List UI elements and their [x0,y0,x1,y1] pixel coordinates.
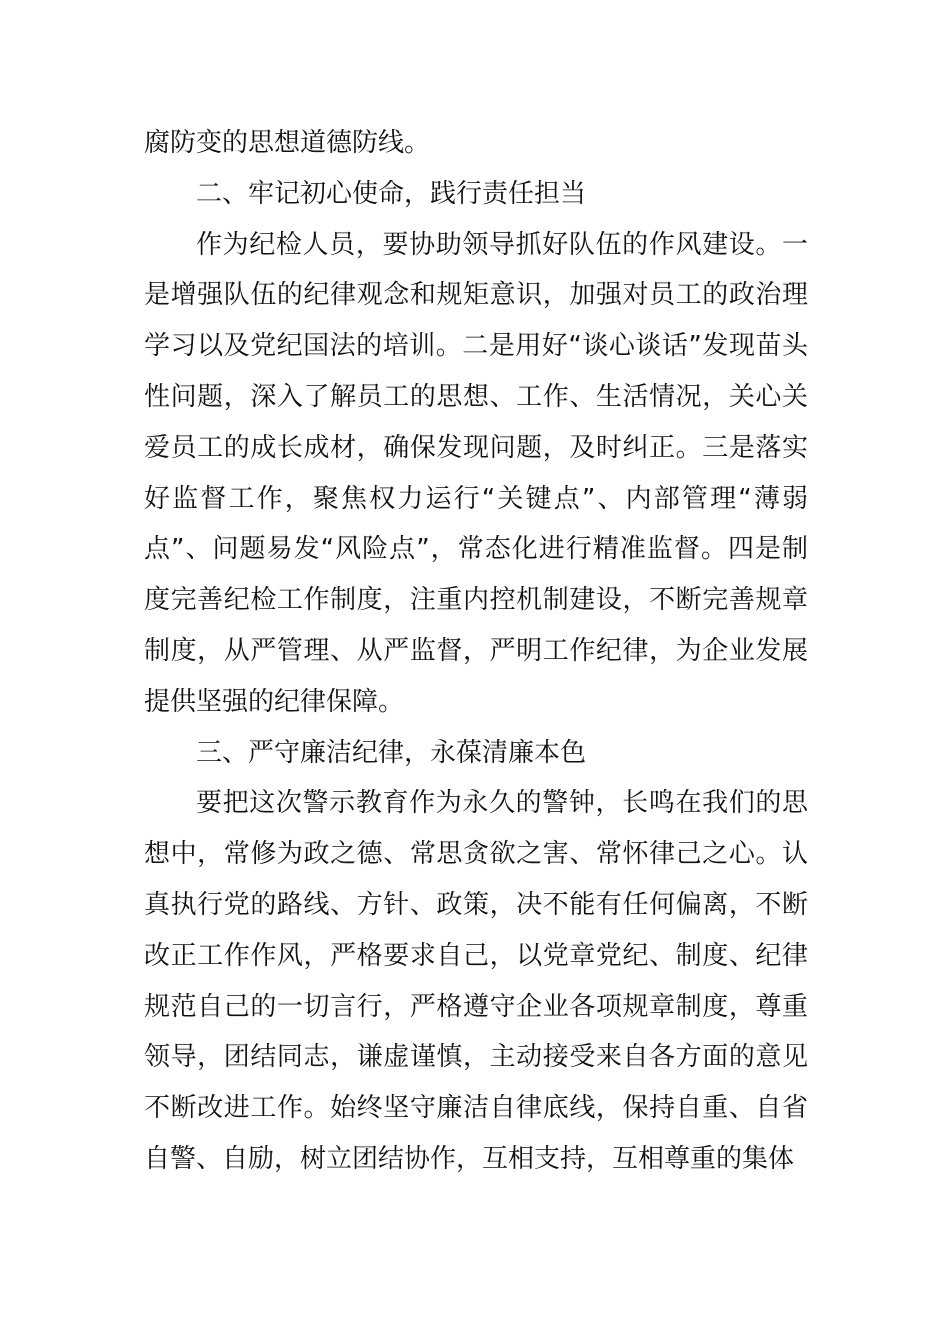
document-body [144,118,808,1185]
paragraph-continuation: 腐防变的思想道德防线。 [144,128,431,158]
section-heading-3: 三、严守廉洁纪律，永葆清廉本色 [196,737,587,768]
paragraph-section-2: 作为纪检人员，要协助领导抓好队伍的作风建设。一是增强队伍的纪律观念和规矩意识，加强对员工的政治理学习以及党纪国法的培训。二是用好“谈心谈话”发现苗头性问题，深入了解员工的思想、工作、生活情况，关心关爱员工的成长成材，确保发现问题，及时纠正。三是落实好监督工作，聚焦权力运行“关键点”、内部管理“薄弱点”、问题易发“风险点”，常态化进行精准监督。四是制度完善纪检工作制度，注重内控机制建设，不断完善规章制度，从严管理、从严监督，严明工作纪律，为企业发展提供坚强的纪律保障。 [144,229,808,717]
section-heading-2: 二、牢记初心使命，践行责任担当 [196,178,587,209]
paragraph-section-3: 要把这次警示教育作为永久的警钟，长鸣在我们的思想中，常修为政之德、常思贪欲之害、常怀律己之心。认真执行党的路线、方针、政策，决不能有任何偏离，不断改正工作作风，严格要求自己，以党章党纪、制度、纪律规范自己的一切言行，严格遵守企业各项规章制度，尊重领导，团结同志，谦虚谨慎，主动接受来自各方面的意见不断改进工作。始终坚守廉洁自律底线，保持自重、自省自警、自励，树立团结协作，互相支持，互相尊重的集体 [144,788,808,1174]
